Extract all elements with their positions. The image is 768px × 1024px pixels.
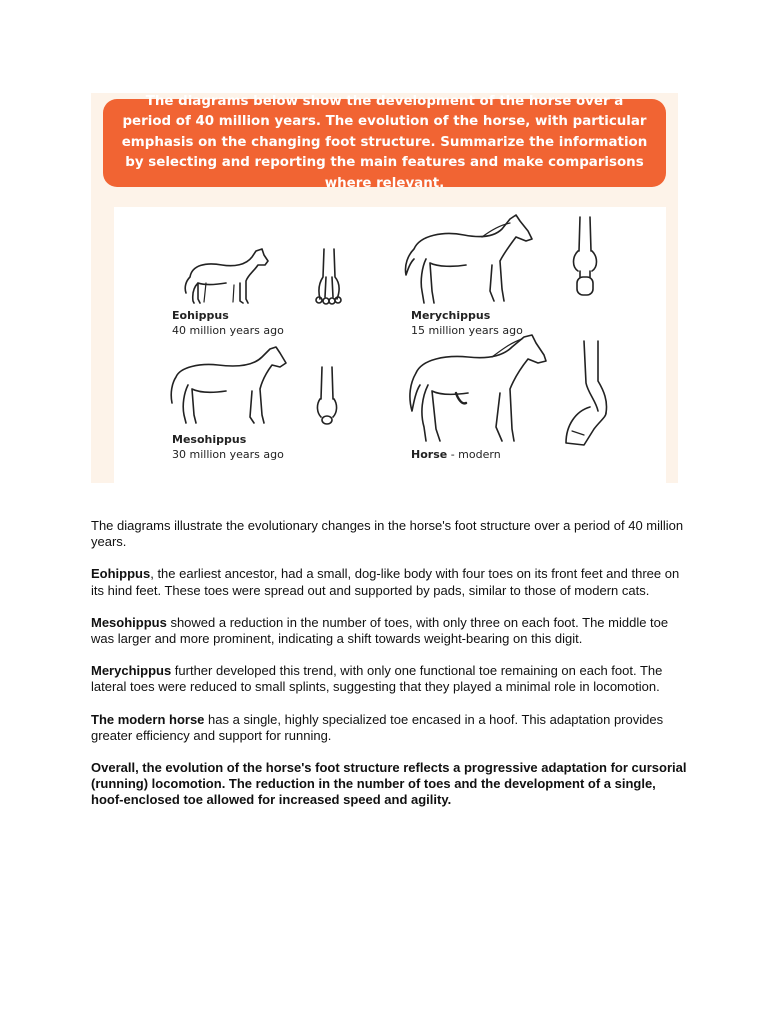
paragraph-body: further developed this trend, with only one functional toe remaining on each foot. The lateral toes were reduced to small splints, suggesting that they played a minimal role in locomotion. xyxy=(91,663,663,695)
eohippus-name: Eohippus xyxy=(172,309,229,322)
paragraph-lead: Merychippus xyxy=(91,663,172,679)
mesohippus-age: 30 million years ago xyxy=(172,448,284,461)
merychippus-age: 15 million years ago xyxy=(411,324,523,337)
essay-text xyxy=(91,518,691,825)
modern-horse-illustration xyxy=(410,335,546,441)
modern-horse-paragraph xyxy=(91,712,691,744)
essay-intro: The diagrams illustrate the evolutionary changes in the horse's foot structure over a period of 40 million years. xyxy=(91,518,684,550)
eohippus-illustration xyxy=(185,249,268,303)
paragraph-body: , the earliest ancestor, had a small, dog-like body with four toes on its front feet and three on its hind feet. These toes were spread out and supported by pads, similar to those of modern cats. xyxy=(91,566,680,598)
merychippus-name: Merychippus xyxy=(411,309,491,322)
merychippus-paragraph xyxy=(91,663,691,695)
mesohippus-illustration xyxy=(171,347,286,423)
modern-horse-age: - modern xyxy=(447,448,501,461)
eohippus-age: 40 million years ago xyxy=(172,324,284,337)
modern-horse-name: Horse xyxy=(411,448,448,461)
horse-evolution-figure xyxy=(91,93,678,483)
merychippus-illustration xyxy=(405,215,532,303)
mesohippus-label xyxy=(172,432,284,462)
mesohippus-name: Mesohippus xyxy=(172,433,247,446)
merychippus-foot-illustration xyxy=(574,217,597,295)
mesohippus-foot-illustration xyxy=(317,367,336,424)
paragraph-body: has a single, highly specialized toe encased in a hoof. This adaptation provides greater efficiency and support for running. xyxy=(91,711,664,743)
diagram-panel xyxy=(114,207,666,483)
paragraph-body: showed a reduction in the number of toes, with only three on each foot. The middle toe was larger and more prominent, indicating a shift towards weight-bearing on this digit. xyxy=(91,614,669,647)
task-banner: The diagrams below show the development of the horse over a period of 40 million years. The evolution of the horse, with particular emphasis on the changing foot structure. Summarize the information by selecting and reporting the main features and make comparisons where relevant. xyxy=(103,99,666,187)
mesohippus-paragraph xyxy=(91,615,691,647)
essay-conclusion xyxy=(91,760,691,809)
eohippus-label xyxy=(172,308,284,338)
paragraph-lead: Eohippus xyxy=(91,566,151,582)
paragraph-lead: The modern horse xyxy=(91,711,205,727)
modern-horse-foot-illustration xyxy=(566,341,607,445)
eohippus-foot-illustration xyxy=(316,249,341,304)
merychippus-label xyxy=(411,308,523,338)
modern-horse-label xyxy=(411,447,501,462)
paragraph-lead: Mesohippus xyxy=(91,614,167,630)
conclusion-text: Overall, the evolution of the horse's foot structure reflects a progressive adaptation for cursorial (running) locomotion. The reduction in the number of toes and the development of a single, hoof-enclosed toe allowed for increased speed and agility. xyxy=(91,760,687,808)
eohippus-paragraph xyxy=(91,566,691,598)
